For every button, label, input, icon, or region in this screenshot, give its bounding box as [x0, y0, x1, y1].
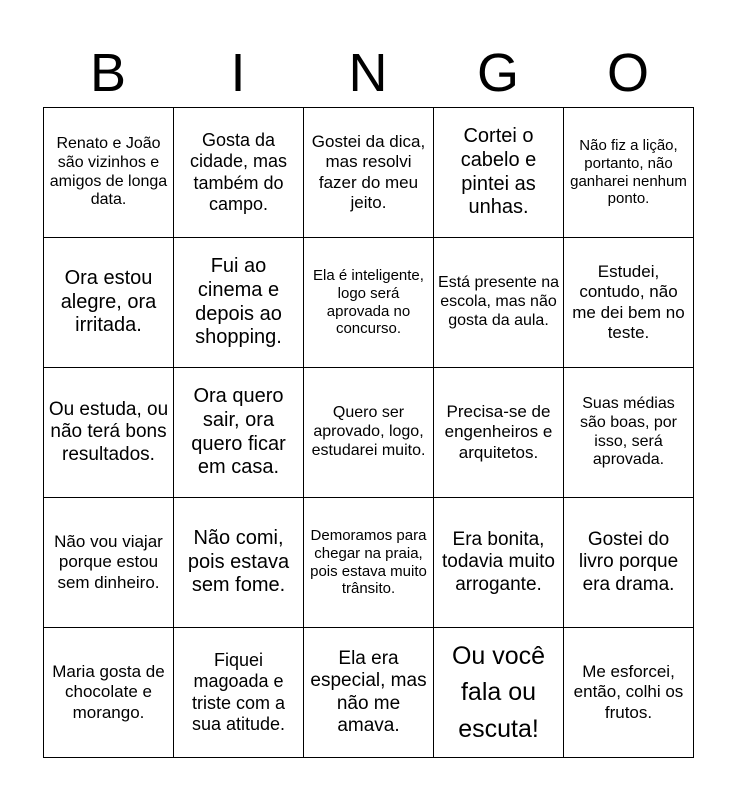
bingo-cell[interactable]: Fiquei magoada e triste com a sua atitude. — [174, 628, 304, 758]
bingo-cell[interactable]: Ou você fala ou escuta! — [434, 628, 564, 758]
bingo-cell[interactable]: Renato e João são vizinhos e amigos de longa data. — [44, 108, 174, 238]
bingo-board — [43, 107, 694, 758]
bingo-cell[interactable]: Suas médias são boas, por isso, será aprovada. — [564, 368, 694, 498]
bingo-cell[interactable]: Ora quero sair, ora quero ficar em casa. — [174, 368, 304, 498]
bingo-cell[interactable]: Gosta da cidade, mas também do campo. — [174, 108, 304, 238]
board-row — [44, 628, 694, 758]
bingo-cell[interactable]: Quero ser aprovado, logo, estudarei muito. — [304, 368, 434, 498]
bingo-cell[interactable]: Ela era especial, mas não me amava. — [304, 628, 434, 758]
bingo-cell[interactable]: Estudei, contudo, não me dei bem no teste. — [564, 238, 694, 368]
bingo-header — [43, 38, 693, 108]
board-row — [44, 498, 694, 628]
bingo-cell[interactable]: Me esforcei, então, colhi os frutos. — [564, 628, 694, 758]
bingo-cell[interactable]: Está presente na escola, mas não gosta da aula. — [434, 238, 564, 368]
bingo-cell[interactable]: Não vou viajar porque estou sem dinheiro. — [44, 498, 174, 628]
header-letter-i: I — [230, 43, 246, 103]
bingo-cell[interactable]: Ou estuda, ou não terá bons resultados. — [44, 368, 174, 498]
bingo-cell[interactable]: Cortei o cabelo e pintei as unhas. — [434, 108, 564, 238]
header-letter-b: B — [89, 43, 127, 103]
header-letter-g: G — [476, 43, 519, 103]
bingo-cell[interactable]: Maria gosta de chocolate e morango. — [44, 628, 174, 758]
bingo-cell[interactable]: Não fiz a lição, portanto, não ganharei nenhum ponto. — [564, 108, 694, 238]
board-row — [44, 368, 694, 498]
bingo-cell[interactable]: Fui ao cinema e depois ao shopping. — [174, 238, 304, 368]
bingo-cell[interactable]: Era bonita, todavia muito arrogante. — [434, 498, 564, 628]
bingo-cell[interactable]: Precisa-se de engenheiros e arquitetos. — [434, 368, 564, 498]
bingo-cell[interactable]: Gostei da dica, mas resolvi fazer do meu jeito. — [304, 108, 434, 238]
bingo-cell[interactable]: Ela é inteligente, logo será aprovada no concurso. — [304, 238, 434, 368]
bingo-cell[interactable]: Demoramos para chegar na praia, pois estava muito trânsito. — [304, 498, 434, 628]
board-row — [44, 238, 694, 368]
bingo-cell[interactable]: Não comi, pois estava sem fome. — [174, 498, 304, 628]
header-letter-n: N — [348, 43, 388, 103]
board-row — [44, 108, 694, 238]
header-letter-o: O — [606, 43, 649, 103]
bingo-cell[interactable]: Ora estou alegre, ora irritada. — [44, 238, 174, 368]
bingo-cell[interactable]: Gostei do livro porque era drama. — [564, 498, 694, 628]
